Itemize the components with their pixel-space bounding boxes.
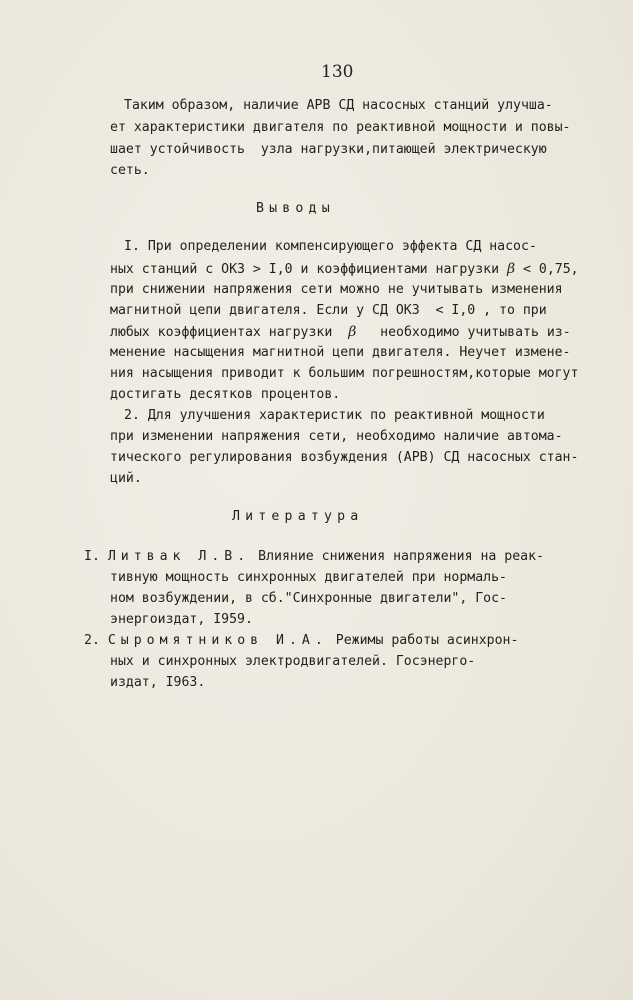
- conclusion2-line-1: 2. Для улучшения характеристик по реактивной мощности: [124, 408, 545, 423]
- conclusion1-line-4: магнитной цепи двигателя. Если у СД ОКЗ < I,0 , то при: [110, 303, 547, 318]
- reference-1-author: Литвак Л.В.: [107, 549, 251, 564]
- reference-2-number: 2.: [84, 633, 100, 648]
- reference-1-title-start: Влияние снижения напряжения на реак-: [258, 549, 544, 564]
- reference-2-line-1: [84, 631, 518, 651]
- conclusion1-line-6: менение насыщения магнитной цепи двигателя. Неучет измене-: [110, 345, 571, 360]
- beta-symbol: β: [507, 261, 516, 277]
- reference-1-line-1: [84, 547, 544, 567]
- intro-line-1: Таким образом, наличие АРВ СД насосных станций улучша-: [124, 98, 553, 113]
- page-number: 130: [321, 62, 354, 82]
- load-factor-limit: < 0,75,: [523, 262, 579, 277]
- intro-line-4: сеть.: [110, 163, 150, 178]
- conclusion1-line-2: [110, 259, 579, 280]
- conclusion2-line-2: при изменении напряжения сети, необходимо наличие автома-: [110, 429, 563, 444]
- conclusion1-line-3: при снижении напряжения сети можно не учитывать изменения: [110, 282, 563, 297]
- intro-line-2: ет характеристики двигателя по реактивной мощности и повы-: [110, 120, 571, 135]
- conclusion1-line-8: достигать десятков процентов.: [110, 387, 341, 402]
- reference-1-line-3: ном возбуждении, в сб."Синхронные двигатели", Гос-: [110, 591, 507, 606]
- reference-2-title-start: Режимы работы асинхрон-: [335, 633, 519, 648]
- intro-line-3: шает устойчивость узла нагрузки,питающей электрическую: [110, 142, 547, 157]
- conclusion1-line-5-text: любых коэффициентах нагрузки: [110, 325, 333, 340]
- reference-1-line-4: энергоиздат, I959.: [110, 612, 253, 627]
- conclusion1-line-1: I. При определении компенсирующего эффекта СД насос-: [124, 239, 537, 254]
- beta-symbol-2: β: [348, 324, 357, 340]
- reference-2-line-2: ных и синхронных электродвигателей. Госэнерго-: [110, 654, 476, 669]
- reference-2-line-3: издат, I963.: [110, 675, 206, 690]
- conclusion1-line-5: [110, 322, 571, 343]
- literature-heading: Литература: [232, 509, 364, 524]
- conclusion2-line-3: тического регулирования возбуждения (АРВ) СД насосных стан-: [110, 450, 579, 465]
- reference-1-line-2: тивную мощность синхронных двигателей при нормаль-: [110, 570, 507, 585]
- conclusion1-line-5-tail: необходимо учитывать из-: [380, 325, 571, 340]
- reference-1-number: I.: [84, 549, 100, 564]
- conclusion1-line-7: ния насыщения приводит к большим погрешностям,которые могут: [110, 366, 579, 381]
- conclusion1-line-2-text: ных станций с ОКЗ > I,0 и коэффициентами нагрузки: [110, 262, 500, 277]
- conclusion2-line-4: ций.: [110, 471, 142, 486]
- conclusions-heading: Выводы: [256, 201, 335, 216]
- reference-2-author: Сыромятников И.А.: [107, 633, 328, 648]
